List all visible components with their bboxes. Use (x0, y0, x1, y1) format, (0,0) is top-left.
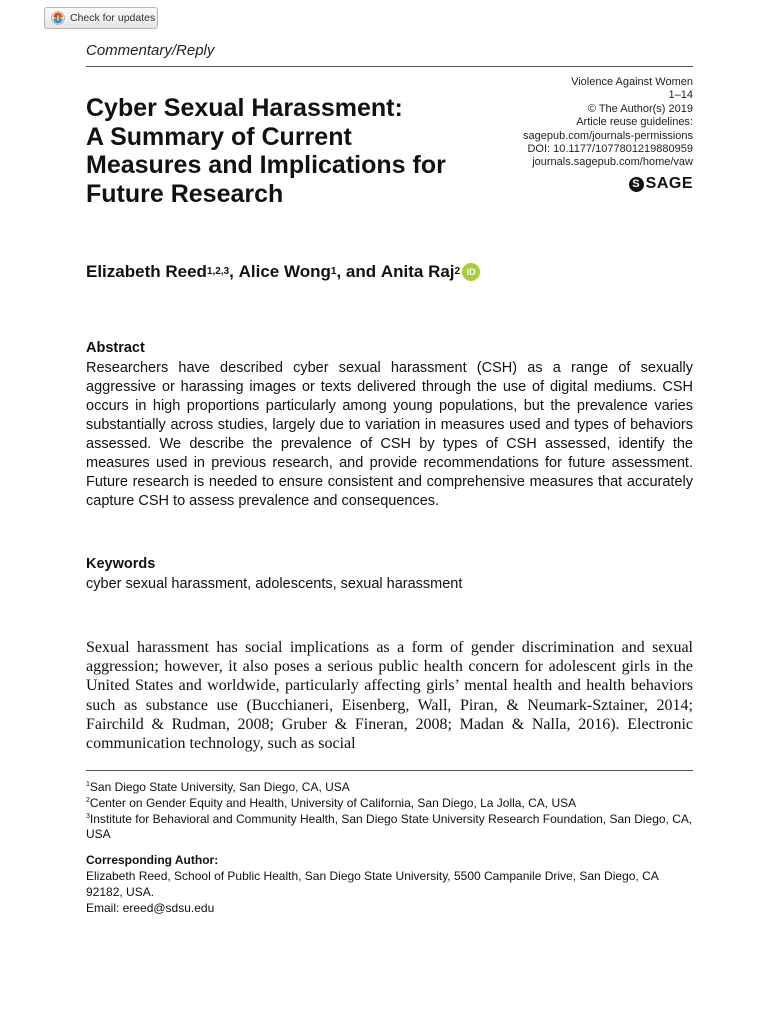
affiliation-2 (86, 796, 693, 812)
author-list: Elizabeth Reed 1,2,3 , Alice Wong 1 , and Anita Raj 2 iD (86, 262, 480, 282)
footnotes (86, 780, 693, 916)
affiliation-3 (86, 812, 693, 844)
header-divider (86, 66, 693, 67)
affiliation-number: 2 (86, 796, 90, 804)
page-range: 1–14 (668, 89, 693, 102)
abstract-text: Researchers have described cyber sexual harassment (CSH) as a range of sexually aggressive or harassing images or texts delivered through the use of digital mediums. CSH occurs in high proportions particularly among young populations, but the prevalence varies substantially across studies, largely due to variation in measures used and types of behaviors assessed. We describe the prevalence of CSH by types of CSH assessed, identify the measures used in previous research, and provide recommendations for future assessment. Future research is needed to ensure consistent and comprehensive measures that accurately capture CSH to assess prevalence and consequences. (86, 360, 693, 509)
title-line: Future Research (86, 179, 284, 208)
check-for-updates-label: Check for updates (70, 12, 156, 24)
reuse-guidelines-label: Article reuse guidelines: (576, 116, 693, 129)
copyright: © The Author(s) 2019 (587, 102, 693, 115)
author-name: Elizabeth Reed (86, 262, 207, 281)
title-line: Measures and Implications for (86, 151, 446, 179)
affiliation-text: San Diego State University, San Diego, CA, USA (89, 780, 350, 794)
sage-logo-text: SAGE (645, 175, 693, 192)
affiliation-number: 3 (86, 812, 90, 820)
corresponding-author-heading: Corresponding Author: (86, 853, 219, 868)
title-line: Cyber Sexual Harassment: (86, 94, 403, 122)
keywords-heading: Keywords (86, 556, 156, 572)
sage-s-icon: S (629, 177, 644, 192)
article-type-label: Commentary/Reply (86, 42, 215, 59)
author-separator: , (229, 262, 239, 281)
journal-homepage-link[interactable]: journals.sagepub.com/home/vaw (532, 156, 693, 169)
permissions-link[interactable]: sagepub.com/journals-permissions (523, 129, 693, 142)
affiliation-text: Institute for Behavioral and Community Health, San Diego State University Research Foundation, San Diego, CA, USA (86, 811, 693, 842)
author-name: Alice Wong (238, 262, 331, 281)
corresponding-author-address: Elizabeth Reed, School of Public Health, San Diego State University, 5500 Campanile Drive, San Diego, CA 92182, USA. (86, 868, 659, 899)
abstract-heading: Abstract (86, 340, 145, 356)
crossmark-icon (51, 11, 65, 25)
body-paragraph: Sexual harassment has social implications as a form of gender discrimination and sexual aggression; however, it also poses a serious public health concern for adolescent girls in the United States and worldwide, particularly affecting girls’ mental health and health behaviors such as substance use (Bucchianeri, Eisenberg, Wall, Piran, & Neumark-Sztainer, 2014; Fairchild & Rudman, 2008; Gruber & Fineran, 2008; Madan & Nalla, 2016). Electronic communication technology, such as social (86, 639, 693, 753)
author-separator: , and (336, 262, 381, 281)
affiliation-text: Center on Gender Equity and Health, University of California, San Diego, La Jolla, CA, USA (89, 795, 577, 810)
author-name: Anita Raj (380, 262, 455, 281)
footnote-divider (86, 770, 693, 771)
corresponding-author-email[interactable]: Email: ereed@sdsu.edu (86, 900, 215, 915)
journal-name: Violence Against Women (571, 76, 693, 88)
orcid-icon[interactable]: iD (462, 263, 480, 281)
affiliation-1 (86, 780, 693, 796)
journal-info (523, 76, 693, 170)
sage-logo (629, 175, 693, 193)
keywords-text: cyber sexual harassment, adolescents, sexual harassment (86, 576, 463, 592)
doi[interactable]: DOI: 10.1177/1077801219880959 (527, 143, 693, 156)
check-for-updates-button[interactable] (44, 7, 158, 29)
title-line: A Summary of Current (86, 122, 352, 151)
affiliation-number: 1 (86, 781, 90, 788)
article-title (86, 94, 446, 208)
